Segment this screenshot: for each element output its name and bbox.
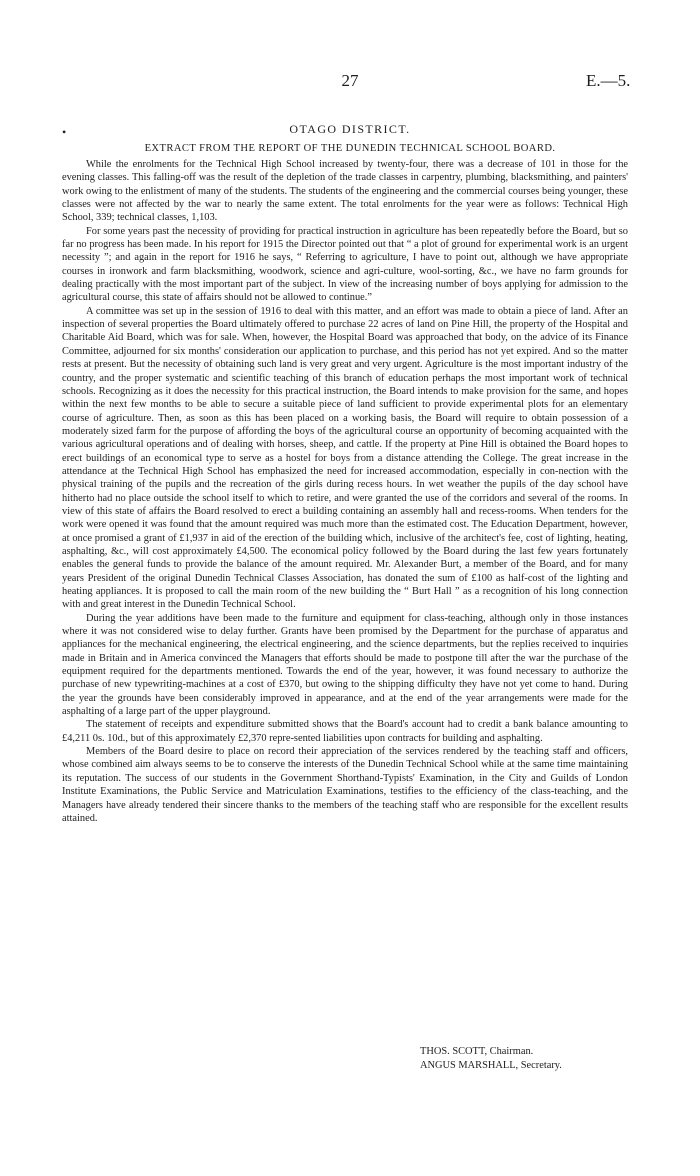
report-body (62, 158, 628, 825)
bullet-mark: • (62, 125, 67, 139)
secretary-signature: ANGUS MARSHALL, Secretary. (420, 1060, 562, 1071)
paragraph-agriculture: For some years past the necessity of providing for practical instruction in agriculture has been repeatedly before the Board, but so far no progress has been made. In his report for 1915 the Director pointed out that “ a plot of ground for experimental work is an urgent necessity ”; and again in the report for 1916 he says, “ Referring to agriculture, I have to point out, although we have appropriate courses in ironwork and farm blacksmithing, woodwork, science and agri-culture, wool-sorting, &c., we have no farm grounds for dealing practically with the most important part of the subject. In view of the increasing number of boys applying for admission to the agricultural course, this state of affairs should not be allowed to continue.” (62, 225, 628, 304)
extract-heading: EXTRACT FROM THE REPORT OF THE DUNEDIN TECHNICAL SCHOOL BOARD. (144, 143, 556, 154)
paragraph-committee-land: A committee was set up in the session of 1916 to deal with this matter, and an effort was made to obtain a piece of land. After an inspection of several properties the Board ultimately offered to purchase 22 acres of land on Pine Hill, the property of the Hospital and Charitable Aid Board, which was for sale. When, however, the Hospital Board was approached that body, on the advice of its Finance Committee, adjourned for six months' consideration our application to purchase, and this period has not yet expired. And so the matter rests at present. But the necessity of obtaining such land is very great and very urgent. Agriculture is the most important industry of the country, and the proper systematic and scientific teaching of this branch of education perhaps the most important work of technical schools. Recognizing as it does the necessity for this practical instruction, the Board intends to make provision for the same, and hopes within the next few months to be able to secure a suitable piece of land sufficient to provide experimental plots for an elementary course of agriculture. Then, as soon as this has been placed on a working basis, the Board will require to obtain possession of a moderately sized farm for the purpose of affording the boys of the agricultural course an opportunity of becoming acquainted with the various agricultural operations and of dealing with horses, sheep, and cattle. If the property at Pine Hill is obtained the Board hopes to erect buildings of an economical type to serve as a hostel for boys from a distance attending the College. The great increase in the attendance at the Technical High School has emphasized the need for increased accommodation, especially in con-nection with the physical training of the pupils and the recreation of the girls during recess hours. In wet weather the pupils of the day school have hitherto had no place outside the school itself to which to retire, and were granted the use of the corridors and several of the rooms. In view of this state of affairs the Board resolved to erect a building containing an assembly hall and recess-rooms. When tenders for the work were opened it was found that the amount required was much more than the estimated cost. The Education Department, however, at once promised a grant of £1,937 in aid of the erection of the building which, inclusive of the architect's fee, cost of lighting, heating, asphalting, &c., will cost approximately £4,500. The economical policy followed by the Board during the last few years fortunately enables the general funds to provide the balance of the amount required. Mr. Alexander Burt, a member of the Board, and for many years President of the original Dunedin Technical Classes Association, has donated the sum of £100 as half-cost of the lighting and heating appliances. It is proposed to call the main room of the new building the “ Burt Hall ” as a recognition of his long connection with and great interest in the Dunedin Technical School. (62, 305, 628, 611)
district-heading: OTAGO DISTRICT. (289, 122, 411, 136)
signature-block (420, 1045, 630, 1073)
page-number: 27 (341, 71, 359, 90)
paragraph-equipment: During the year additions have been made to the furniture and equipment for class-teaching, although only in those instances where it was not considered wise to delay further. Grants have been promised by the Department for the purchase of apparatus and appliances for the mechanical engineering, the electrical engineering, and the science departments, but the replies received to inquiries made in Britain and in America convinced the Managers that efforts should be made to postpone till after the war the purchase of the equipment required for the departments mentioned. Towards the end of the year, however, it was found necessary to authorize the purchase of new typewriting-machines at a cost of £370, but owing to the shipping difficulty they have not yet come to hand. During the year the grounds have been considerably improved in appearance, and at the end of the year arrangements were made for the asphalting of a large part of the upper playground. (62, 612, 628, 718)
document-reference: E.—5. (586, 71, 631, 90)
paragraph-accounts: The statement of receipts and expenditure submitted shows that the Board's account had to credit a bank balance amounting to £4,211 0s. 10d., but of this approximately £2,370 repre-sented liabilities upon contracts for building and asphalting. (62, 719, 628, 744)
chairman-signature: THOS. SCOTT, Chairman. (420, 1046, 534, 1057)
paragraph-enrolments: While the enrolments for the Technical High School increased by twenty-four, there was a decrease of 101 in those for the evening classes. This falling-off was the result of the depletion of the trade classes in carpentry, plumbing, blacksmithing, and painters' work owing to the enlistment of many of the students. The students of the engineering and the commercial courses being younger, these classes were not affected by the war to nearly the same extent. The total enrolments for the year were as follows: Technical High School, 339; technical classes, 1,103. (62, 159, 628, 224)
paragraph-appreciation: Members of the Board desire to place on record their appreciation of the services rendered by the teaching staff and officers, whose combined aim always seems to be to conserve the interests of the Dunedin Technical School while at the same time maintaining its reputation. The success of our students in the Government Shorthand-Typists' Examination, in the City and Guilds of London Institute Examinations, the Public Service and Matriculation Examinations, testifies to the efficiency of the class-teaching, and the Managers have already tendered their sincere thanks to the members of the teaching staff who are responsible for the excellent results attained. (62, 746, 628, 824)
